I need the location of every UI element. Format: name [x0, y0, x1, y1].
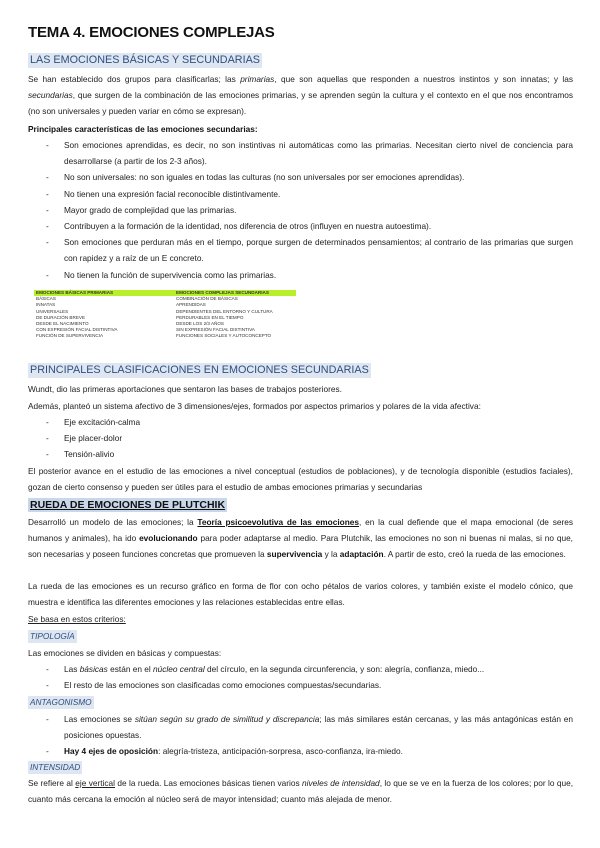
list-item: - Son emociones que perduran más en el tiempo, porque surgen de determinados pensamientos; al contrario de las primarias que surgen con rapidez y a raíz de un E concreto.	[46, 234, 573, 266]
table-cell: INNATAS	[36, 302, 56, 308]
section-heading-rueda-plutchik: RUEDA DE EMOCIONES DE PLUTCHIK	[30, 499, 226, 511]
paragraph-avance: El posterior avance en el estudio de las emociones a nivel conceptual (estudios de poblaciones), y de tecnología disponible (estudios faciales), gozan de cierto consenso y pueden ser útiles para el estudio de ambas emociones primarias y secundarias	[28, 466, 573, 493]
table-cell: SIN EXPRESIÓN FACIAL DISTINTIVA	[176, 327, 255, 333]
subheading-tipologia: TIPOLOGÍA	[30, 631, 75, 641]
table-cell: UNIVERSALES	[36, 308, 69, 314]
section-heading-clasificaciones: PRINCIPALES CLASIFICACIONES EN EMOCIONES SECUNDARIAS	[30, 364, 369, 376]
list-item: - No tienen la función de supervivencia como las primarias.	[46, 267, 573, 283]
paragraph-rueda-grafica: La rueda de las emociones es un recurso gráfico en forma de flor con ocho pétalos de varios colores, y también existe el modelo cónico, que muestra e identifica las diferentes emociones y las relaciones establecidas entre ellas.	[28, 581, 573, 608]
page-title: TEMA 4. EMOCIONES COMPLEJAS	[28, 24, 275, 41]
tipologia-list	[46, 661, 573, 693]
paragraph-tipologia-intro: Las emociones se dividen en básicas y compuestas:	[28, 648, 222, 658]
list-item: - No son universales: no son iguales en todas las culturas (no son universales por ser emociones aprendidas).	[46, 169, 573, 185]
features-title: Principales características de las emociones secundarias:	[28, 124, 258, 134]
antagonismo-list	[46, 711, 573, 760]
section-heading-basicas-secundarias: LAS EMOCIONES BÁSICAS Y SECUNDARIAS	[30, 54, 261, 66]
paragraph-plutchik: Desarrolló un modelo de las emociones; la Teoría psicoevolutiva de las emociones, en la cual defiende que el mapa emocional (de seres humanos y animales), ha ido evolucionando para poder adaptarse al medio. Para Plutchik, las emociones no son ni buenas ni malas, si no que, son necesarias y poseen funciones concretas que promueven la supervivencia y la adaptación. A partir de esto, creó la rueda de las emociones.	[28, 517, 573, 560]
paragraph-sistema-afectivo: Además, planteó un sistema afectivo de 3 dimensiones/ejes, formados por aspectos primarios y polares de la vida afectiva:	[28, 401, 481, 411]
list-item: - Eje placer-dolor	[46, 430, 246, 446]
list-item: - Las básicas están en el núcleo central del círculo, en la segunda circunferencia, y son: alegría, confianza, miedo...	[46, 661, 573, 677]
list-item: - Eje excitación-calma	[46, 414, 246, 430]
table-cell: PERDURABLES EN EL TIEMPO	[176, 314, 244, 320]
table-cell: FUNCIÓN DE SUPERVIVENCIA	[36, 333, 104, 339]
list-item: - Mayor grado de complejidad que las primarias.	[46, 202, 573, 218]
subheading-antagonismo: ANTAGONISMO	[30, 697, 92, 707]
list-item: - Contribuyen a la formación de la identidad, nos diferencia de otros (influyen en nuestra autoestima).	[46, 218, 573, 234]
paragraph-intensidad: Se refiere al eje vertical de la rueda. Las emociones básicas tienen varios niveles de intensidad, lo que se ve en la fuerza de los colores; por lo que, cuanto más cercana la emoción al núcleo será de mayor intensidad; cuanto más alejada de menor.	[28, 778, 574, 805]
list-item: - Hay 4 ejes de oposición: alegría-tristeza, anticipación-sorpresa, asco-confianza, ira-miedo.	[46, 743, 573, 759]
criteria-label: Se basa en estos criterios:	[28, 614, 126, 624]
list-item: - Son emociones aprendidas, es decir, no son instintivas ni automáticas como las primarias. Necesitan cierto nivel de conciencia para desarrollarse (a partir de los 2-3 años).	[46, 137, 573, 169]
table-cell: DE DURACIÓN BREVE	[36, 314, 86, 320]
list-item: - El resto de las emociones son clasificadas como emociones compuestas/secundarias.	[46, 677, 573, 693]
paragraph-wundt: Wundt, dio las primeras aportaciones que sentaron las bases de trabajos posteriores.	[28, 384, 342, 394]
axes-list	[46, 414, 246, 463]
list-item: - Las emociones se sitúan según su grado de similitud y discrepancia; las más similares están cercanas, y las más antagónicas están en posiciones opuestas.	[46, 711, 573, 743]
table-header-left: EMOCIONES BÁSICAS PRIMARIAS	[36, 290, 114, 295]
table-header-right: EMOCIONES COMPLEJAS SECUNDARIAS	[176, 290, 269, 295]
table-cell: BÁSICAS	[36, 296, 56, 302]
features-list	[46, 137, 573, 283]
paragraph-grupos: Se han establecido dos grupos para clasificarlas; las primarias, que son aquellas que responden a nuestros instintos y son innatas; y las secundarias, que surgen de la combinación de las emociones primarias, y se aprenden según la cultura y el contexto en el que nos encontramos (no son universales y pueden variar en cómo se expresan).	[28, 74, 573, 117]
list-item: - Tensión-alivio	[46, 446, 246, 462]
table-cell: APRENDIDAS	[176, 302, 206, 308]
subheading-intensidad: INTENSIDAD	[30, 762, 81, 772]
table-row	[34, 333, 296, 339]
table-cell: DEPENDIENTES DEL ENTORNO Y CULTURA	[176, 308, 273, 314]
comparison-table	[34, 290, 296, 340]
table-cell: COMBINACIÓN DE BÁSICAS	[176, 296, 238, 302]
table-cell: DESDE EL NACIMIENTO	[36, 321, 89, 327]
table-cell: DESDE LOS 2/3 AÑOS	[176, 321, 224, 327]
table-cell: CON EXPRESIÓN FACIAL DISTINTIVA	[36, 327, 118, 333]
list-item: - No tienen una expresión facial reconocible distintivamente.	[46, 186, 573, 202]
table-cell: FUNCIONES SOCIALES Y AUTOCONCEPTO	[176, 333, 272, 339]
